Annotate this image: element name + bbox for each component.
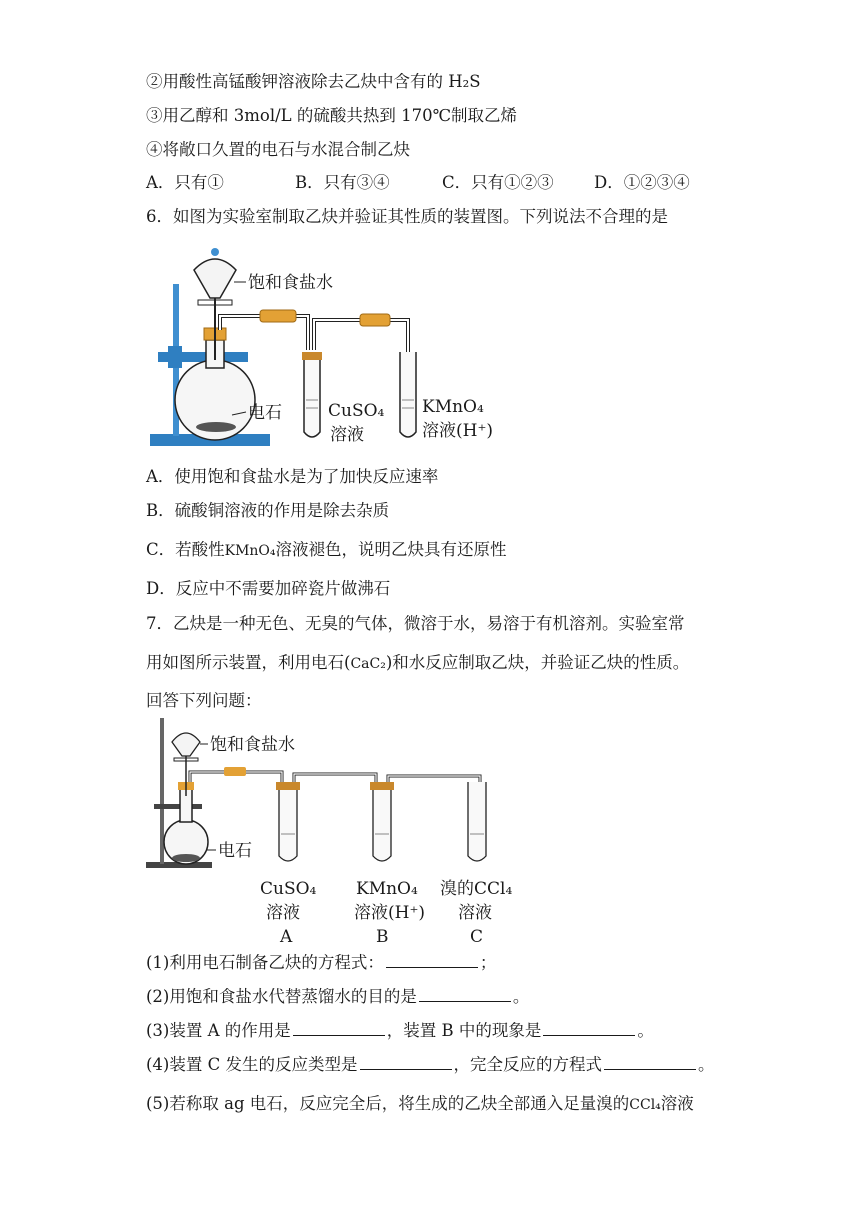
q7-sub-5: (5)若称取 ag 电石，反应完全后，将生成的乙炔全部通入足量溴的CCl₄溶液: [146, 1094, 694, 1113]
fig2-c-label-1: 溴的CCl₄: [440, 879, 513, 899]
answer-blank-3a[interactable]: [293, 1021, 385, 1036]
test-tube-cuso4: [304, 360, 320, 437]
q7-sub-3: (3)装置 A 的作用是 ，装置 B 中的现象是 。: [146, 1021, 654, 1040]
fig1-tube1-label-1: CuSO₄: [328, 401, 385, 421]
fig2-b-label-3: B: [376, 927, 389, 947]
answer-blank-3b[interactable]: [543, 1021, 635, 1036]
answer-blank-4a[interactable]: [360, 1055, 452, 1070]
statement-2: ②用酸性高锰酸钾溶液除去乙炔中含有的 H₂S: [146, 72, 481, 91]
statement-4: ④将敞口久置的电石与水混合制乙炔: [146, 140, 410, 159]
test-tube-c: [468, 782, 486, 861]
statement-3: ③用乙醇和 3mol/L 的硫酸共热到 170℃制取乙烯: [146, 106, 518, 125]
q7-sub-4: (4)装置 C 发生的反应类型是 ，完全反应的方程式 。: [146, 1055, 715, 1074]
clamp-boss: [168, 346, 182, 368]
answer-blank-1[interactable]: [386, 953, 478, 968]
separatory-funnel: [172, 733, 200, 756]
q6-option-b: B．硫酸铜溶液的作用是除去杂质: [146, 501, 390, 520]
fig1-funnel-label: 饱和食盐水: [248, 273, 333, 293]
fig2-b-label-1: KMnO₄: [356, 879, 418, 899]
fig2-b-label-2: 溶液(H⁺): [354, 903, 426, 923]
q5-option-b: B．只有③④: [295, 173, 390, 192]
q6-option-a: A．使用饱和食盐水是为了加快反应速率: [146, 467, 439, 486]
fig2-funnel-label: 饱和食盐水: [210, 735, 295, 755]
fig2-c-label-3: C: [470, 927, 484, 947]
q5-option-d: D．①②③④: [594, 173, 690, 192]
rubber-connector-2: [360, 314, 390, 326]
calcium-carbide: [172, 854, 200, 862]
q7-stem-2: 用如图所示装置，利用电石(CaC₂)和水反应制取乙炔，并验证乙炔的性质。: [146, 653, 690, 672]
fig1-stone-label: 电石: [248, 403, 282, 423]
fig2-a-label-1: CuSO₄: [260, 879, 317, 899]
fig2-c-label-2: 溶液: [458, 903, 492, 923]
q7-stem-1: 7．乙炔是一种无色、无臭的气体，微溶于水，易溶于有机溶剂。实验室常: [146, 614, 685, 633]
fig1-tube2-label-2: 溶液(H⁺): [422, 421, 494, 441]
figure-1-apparatus: [146, 240, 526, 452]
calcium-carbide: [196, 422, 236, 432]
q7-sub-1: (1)利用电石制备乙炔的方程式： ；: [146, 953, 497, 972]
fig2-stone-label: 电石: [218, 841, 252, 861]
answer-blank-4b[interactable]: [604, 1055, 696, 1070]
q6-option-d: D．反应中不需要加碎瓷片做沸石: [146, 579, 391, 598]
fig1-tube1-label-2: 溶液: [330, 425, 364, 445]
tube-a-stopper: [276, 782, 300, 790]
delivery-tube-2: [314, 320, 408, 410]
fig2-a-label-3: A: [280, 927, 293, 947]
q6-option-c: C．若酸性KMnO₄溶液褪色，说明乙炔具有还原性: [146, 540, 507, 559]
q7-sub-2: (2)用饱和食盐水代替蒸馏水的目的是 。: [146, 987, 530, 1006]
test-tube-a: [279, 790, 297, 861]
q5-option-c: C．只有①②③: [442, 173, 554, 192]
answer-blank-2[interactable]: [419, 987, 511, 1002]
q6-stem: 6．如图为实验室制取乙炔并验证其性质的装置图。下列说法不合理的是: [146, 207, 668, 226]
test-tube-kmno4: [400, 352, 416, 437]
fig2-a-label-2: 溶液: [266, 903, 300, 923]
figure-2-apparatus: [146, 716, 546, 948]
fig1-tube2-label-1: KMnO₄: [422, 397, 484, 417]
clamp-arm: [154, 804, 202, 809]
test-tube-b: [373, 790, 391, 861]
separatory-funnel: [194, 259, 236, 298]
tube-b-stopper: [370, 782, 394, 790]
rubber-connector: [224, 767, 246, 776]
funnel-cap: [211, 248, 219, 256]
q7-stem-3: 回答下列问题：: [146, 691, 262, 710]
rubber-connector-1: [260, 310, 296, 322]
tube1-stopper: [302, 352, 322, 360]
q5-option-a: A．只有①: [146, 173, 224, 192]
